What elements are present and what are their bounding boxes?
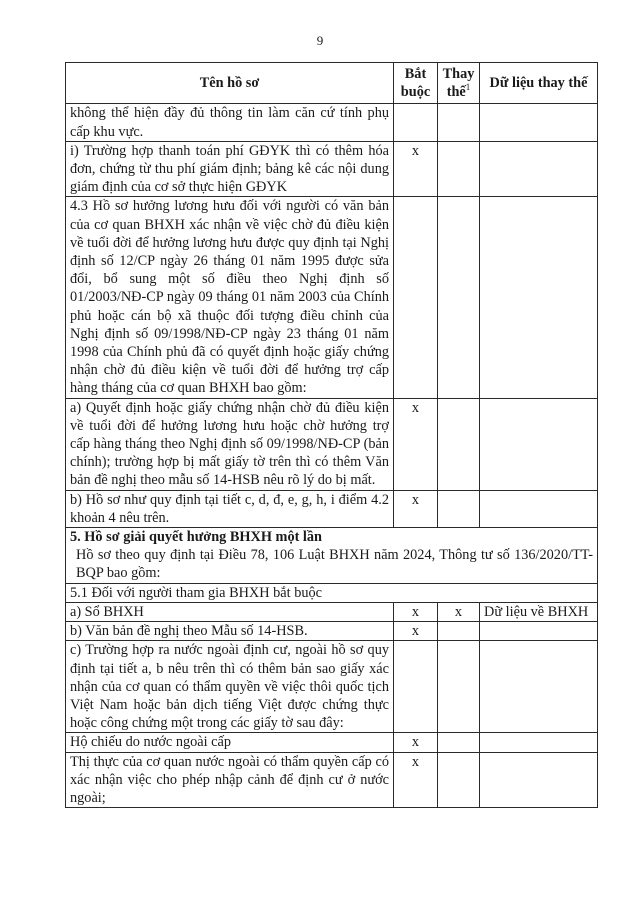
table-row	[66, 622, 598, 641]
header-replacement-label: Thay thế	[442, 66, 475, 101]
data-cell	[480, 104, 598, 141]
table-row	[66, 752, 598, 808]
data-cell	[480, 733, 598, 752]
row-text: 4.3 Hồ sơ hưởng lương hưu đối với người có văn bản của cơ quan BHXH xác nhận về việc chờ đủ điều kiện về tuổi đời để hưởng lương hưu được quy định tại Nghị định số 12/CP ngày 26 tháng 01 năm 1995 được sửa đổi, bổ sung một số điều theo Nghị định số 01/2003/NĐ-CP ngày 09 tháng 01 năm 2003 của Chính phủ hoặc cán bộ xã thuộc đối tượng điều chỉnh của Nghị định số 09/1998/NĐ-CP ngày 23 tháng 01 năm 1998 của Chính phủ đã có quyết định hoặc giấy chứng nhận chờ đủ điều kiện về tuổi đời để hưởng trợ cấp hàng tháng của cơ quan BHXH bao gồm:	[66, 197, 394, 398]
section-5-description: Hồ sơ theo quy định tại Điều 78, 106 Luật BHXH năm 2024, Thông tư số 136/2020/TT-BQP bao gồm:	[76, 547, 593, 582]
mandatory-mark: x	[394, 602, 438, 621]
replacement-cell	[438, 622, 480, 641]
replacement-cell	[438, 641, 480, 733]
data-cell	[480, 141, 598, 197]
section-5-title: 5. Hồ sơ giải quyết hưởng BHXH một lần	[70, 529, 323, 546]
data-cell	[480, 398, 598, 490]
section-row	[66, 528, 598, 584]
row-text: i) Trường hợp thanh toán phí GĐYK thì có thêm hóa đơn, chứng từ thu phí giám định; bảng kê các nội dung giám định của cơ sở thực hiện GĐYK	[66, 141, 394, 197]
replacement-mark: x	[438, 602, 480, 621]
subsection-row	[66, 583, 598, 602]
data-cell	[480, 641, 598, 733]
row-text: không thể hiện đầy đủ thông tin làm căn cứ tính phụ cấp khu vực.	[66, 104, 394, 141]
page-number: 9	[316, 33, 324, 48]
header-replacement	[438, 63, 480, 104]
subsection-5-1: 5.1 Đối với người tham gia BHXH bắt buộc	[66, 583, 598, 602]
table-row	[66, 641, 598, 733]
replacement-cell	[438, 104, 480, 141]
header-document-name: Tên hồ sơ	[66, 63, 394, 104]
mandatory-cell	[394, 197, 438, 398]
replacement-cell	[438, 752, 480, 808]
header-mandatory: Bắt buộc	[394, 63, 438, 104]
footnote-marker: 1	[465, 82, 471, 93]
table-row	[66, 197, 598, 398]
row-text: b) Hồ sơ như quy định tại tiết c, d, đ, e, g, h, i điểm 4.2 khoản 4 nêu trên.	[66, 490, 394, 527]
replacement-cell	[438, 197, 480, 398]
table-header-row	[66, 63, 598, 104]
mandatory-mark: x	[394, 733, 438, 752]
data-cell	[480, 752, 598, 808]
replacement-data-text: Dữ liệu về BHXH	[480, 602, 598, 621]
row-text: c) Trường hợp ra nước ngoài định cư, ngoài hồ sơ quy định tại tiết a, b nêu trên thì có thêm bản sao giấy xác nhận của cơ quan có thẩm quyền về việc thôi quốc tịch Việt Nam hoặc bản dịch tiếng Việt được chứng thực hoặc công chứng một trong các giấy tờ sau đây:	[66, 641, 394, 733]
replacement-cell	[438, 733, 480, 752]
document-table	[65, 62, 598, 808]
table-row	[66, 490, 598, 527]
mandatory-mark: x	[394, 398, 438, 490]
row-text: a) Quyết định hoặc giấy chứng nhận chờ đủ điều kiện về tuổi đời để hưởng lương hưu hoặc chờ hưởng trợ cấp hàng tháng theo Nghị định số 09/1998/NĐ-CP (bản chính); trường hợp bị mất giấy tờ trên thì có thêm Văn bản đề nghị theo mẫu số 14-HSB nêu rõ lý do bị mất.	[66, 398, 394, 490]
table-row	[66, 398, 598, 490]
table-row	[66, 733, 598, 752]
mandatory-cell	[394, 641, 438, 733]
table-row	[66, 104, 598, 141]
section-5-cell	[66, 528, 598, 584]
mandatory-cell	[394, 104, 438, 141]
table-row	[66, 602, 598, 621]
mandatory-mark: x	[394, 490, 438, 527]
replacement-cell	[438, 141, 480, 197]
data-cell	[480, 622, 598, 641]
header-replacement-data: Dữ liệu thay thế	[480, 63, 598, 104]
replacement-cell	[438, 490, 480, 527]
replacement-cell	[438, 398, 480, 490]
mandatory-mark: x	[394, 141, 438, 197]
row-text: a) Sổ BHXH	[66, 602, 394, 621]
mandatory-mark: x	[394, 622, 438, 641]
table-row	[66, 141, 598, 197]
mandatory-mark: x	[394, 752, 438, 808]
data-cell	[480, 490, 598, 527]
row-text: b) Văn bản đề nghị theo Mẫu số 14-HSB.	[66, 622, 394, 641]
data-cell	[480, 197, 598, 398]
row-text: Thị thực của cơ quan nước ngoài có thẩm quyền cấp có xác nhận việc cho phép nhập cảnh để định cư ở nước ngoài;	[66, 752, 394, 808]
row-text: Hộ chiếu do nước ngoài cấp	[66, 733, 394, 752]
